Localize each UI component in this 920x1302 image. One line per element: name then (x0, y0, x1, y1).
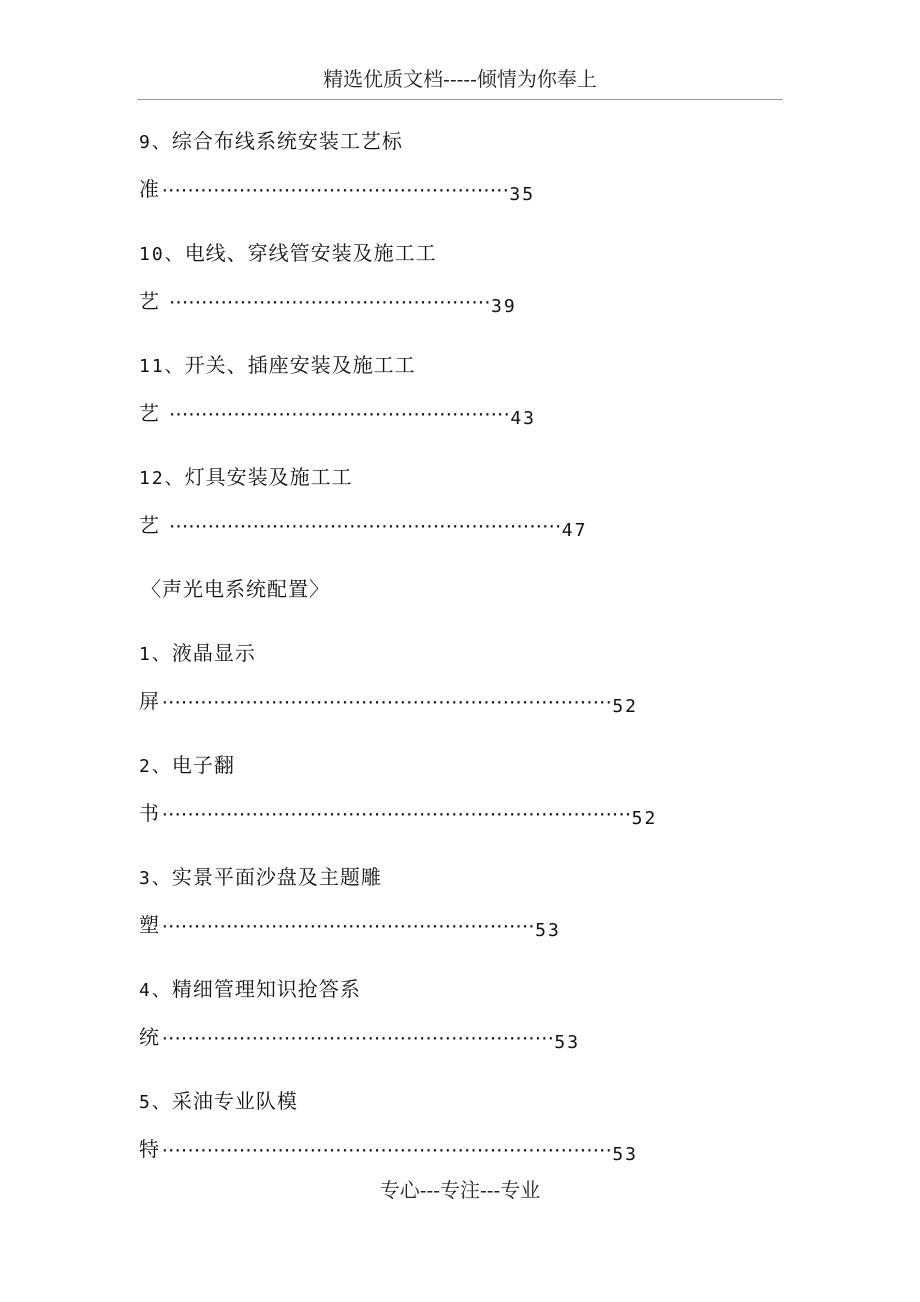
entry-title: 综合布线系统安装工艺标 (171, 129, 403, 153)
toc-entry-leader (139, 686, 638, 718)
leader-dots: ········································································· (160, 805, 630, 824)
entry-title-tail: 塑 (139, 913, 160, 937)
page-number: 53 (612, 1144, 638, 1165)
leader-dots: ····························································· (167, 517, 560, 536)
leader-dots: ·························································· (160, 917, 534, 936)
entry-title: 电子翻 (171, 753, 235, 777)
entry-number: 9、 (139, 132, 172, 153)
entry-title-tail: 艺 (139, 513, 168, 537)
toc-entry-title (139, 750, 235, 782)
entry-number: 2、 (139, 756, 172, 777)
toc-entry-title (139, 350, 416, 382)
page-number: 53 (554, 1032, 581, 1053)
leader-dots: ····························································· (160, 1029, 553, 1048)
page-number: 35 (509, 184, 536, 205)
entry-title-tail: 屏 (139, 689, 160, 713)
toc-entry-title (139, 126, 403, 158)
entry-number: 10、 (139, 244, 185, 265)
entry-number: 11、 (139, 356, 185, 377)
leader-dots: ····················································· (167, 405, 509, 424)
toc-entry-title (139, 1086, 298, 1118)
leader-dots: ······················································ (160, 181, 508, 200)
toc-entry-title (139, 974, 361, 1006)
entry-title-tail: 准 (139, 177, 160, 201)
entry-title-tail: 特 (139, 1137, 160, 1161)
toc-entry-title (139, 638, 256, 670)
entry-number: 3、 (139, 868, 172, 889)
entry-title: 开关、插座安装及施工工 (184, 353, 416, 377)
leader-dots: ······································································ (160, 1141, 611, 1160)
entry-title: 实景平面沙盘及主题雕 (171, 865, 382, 889)
page-footer: 专心---专注---专业 (379, 1178, 541, 1202)
page-header: 精选优质文档-----倾情为你奉上 (323, 67, 597, 91)
page-number: 39 (491, 296, 517, 317)
toc-entry-title (139, 862, 382, 894)
header-rule (137, 99, 783, 100)
page-number: 47 (561, 520, 588, 541)
toc-entry-title (139, 462, 353, 494)
entry-title: 电线、穿线管安装及施工工 (184, 241, 437, 265)
entry-title-tail: 艺 (139, 401, 168, 425)
toc-entry-leader (139, 1134, 638, 1166)
toc-entry-leader (139, 398, 536, 430)
entry-number: 5、 (139, 1092, 172, 1113)
toc-entry-leader (139, 1022, 580, 1054)
entry-title: 液晶显示 (171, 641, 256, 665)
toc-entry-leader (139, 910, 561, 942)
page-number: 43 (510, 408, 536, 429)
entry-title-tail: 书 (139, 801, 160, 825)
entry-number: 12、 (139, 468, 185, 489)
entry-number: 4、 (139, 980, 172, 1001)
entry-title: 精细管理知识抢答系 (171, 977, 361, 1001)
leader-dots: ······································································ (160, 693, 611, 712)
toc-entry-leader (139, 286, 517, 318)
leader-dots: ·················································· (167, 293, 490, 312)
toc-entry-leader (139, 174, 535, 206)
toc-entry-title (139, 238, 437, 270)
entry-title: 灯具安装及施工工 (184, 465, 353, 489)
entry-title-tail: 艺 (139, 289, 168, 313)
toc-entry-leader (139, 510, 587, 542)
toc-entry-leader (139, 798, 657, 830)
entry-number: 1、 (139, 644, 172, 665)
page-number: 52 (612, 696, 638, 717)
page-number: 53 (535, 920, 561, 941)
entry-title-tail: 统 (139, 1025, 160, 1049)
page-number: 52 (631, 808, 658, 829)
section-heading: 〈声光电系统配置〉 (141, 577, 330, 601)
entry-title: 采油专业队模 (171, 1089, 298, 1113)
